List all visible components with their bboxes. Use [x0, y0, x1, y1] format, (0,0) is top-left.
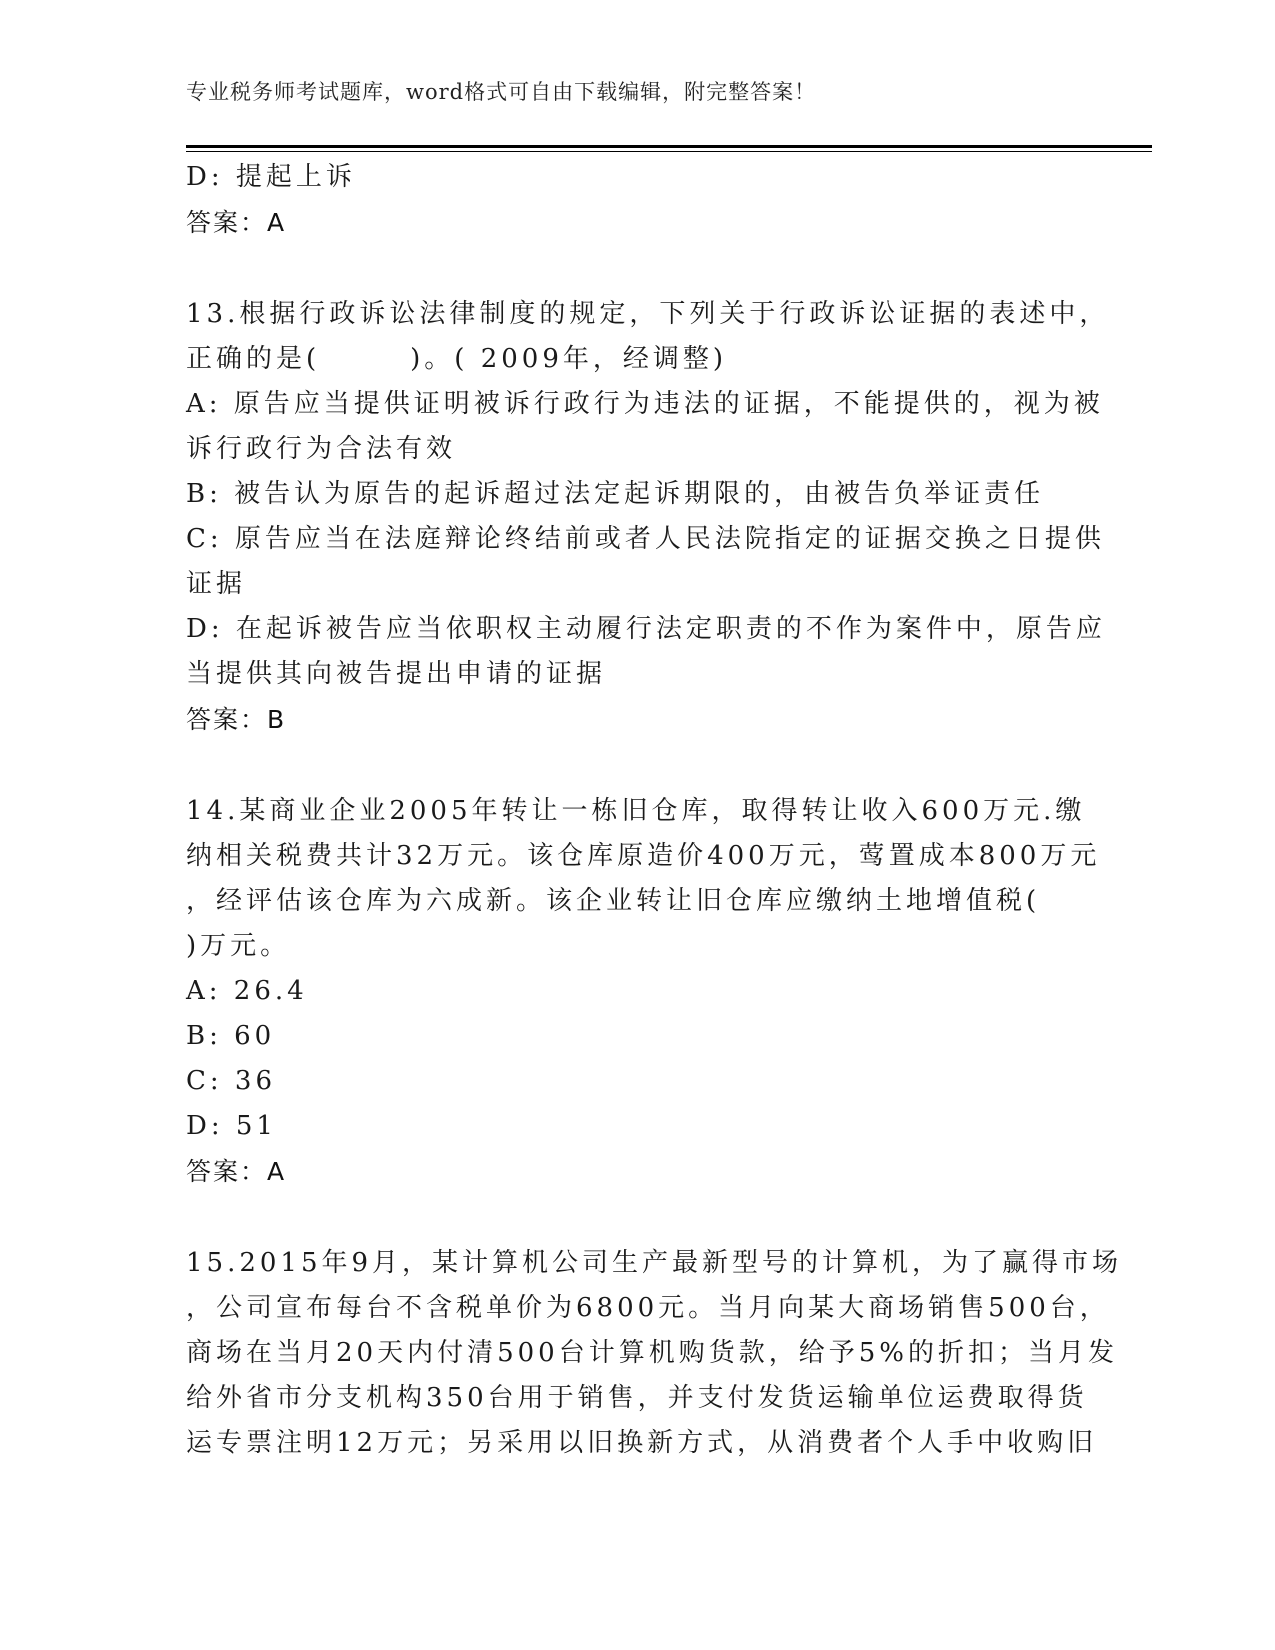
page-header: 专业税务师考试题库，word格式可自由下载编辑，附完整答案！	[186, 80, 817, 104]
q15-stem-line: 15.2015年9月，某计算机公司生产最新型号的计算机，为了赢得市场	[186, 1248, 1123, 1278]
q12-option-d: D: 提起上诉	[186, 162, 356, 192]
q12-answer: 答案：A	[186, 208, 287, 237]
spacer	[186, 245, 1086, 292]
q13-option-a: A: 原告应当提供证明被诉行政行为违法的证据，不能提供的，视为被	[186, 389, 1104, 419]
q13-option-d: D: 在起诉被告应当依职权主动履行法定职责的不作为案件中，原告应	[186, 614, 1106, 644]
q14-option-c: C: 36	[186, 1066, 277, 1096]
q14-option-d: D: 51	[186, 1111, 277, 1141]
header-rule-thin	[186, 151, 1152, 152]
q13-option-a-cont: 诉行政行为合法有效	[186, 434, 457, 464]
q13-option-c-cont: 证据	[186, 569, 247, 599]
q13-answer: 答案：B	[186, 705, 287, 734]
spacer	[186, 742, 1086, 789]
q13-option-d-cont: 当提供其向被告提出申请的证据	[186, 659, 607, 689]
q14-stem-line: 纳相关税费共计32万元。该仓库原造价400万元，莺置成本800万元	[186, 841, 1101, 871]
question-15	[186, 1241, 1123, 1466]
question-14	[186, 789, 1101, 1194]
q13-stem-line: 正确的是( )。( 2009年，经调整)	[186, 344, 728, 374]
q13-option-b: B: 被告认为原告的起诉超过法定起诉期限的，由被告负举证责任	[186, 479, 1045, 509]
q14-option-b: B: 60	[186, 1021, 276, 1051]
spacer	[186, 1194, 1086, 1241]
q15-stem-line: 运专票注明12万元；另采用以旧换新方式，从消费者个人手中收购旧	[186, 1428, 1098, 1458]
q14-option-a: A: 26.4	[186, 976, 308, 1006]
q14-answer: 答案：A	[186, 1157, 287, 1186]
q13-option-c: C: 原告应当在法庭辩论终结前或者人民法院指定的证据交换之日提供	[186, 524, 1105, 554]
q15-stem-line: 商场在当月20天内付清500台计算机购货款，给予5%的折扣；当月发	[186, 1338, 1118, 1368]
question-13	[186, 292, 1110, 742]
q13-stem-line: 13.根据行政诉讼法律制度的规定，下列关于行政诉讼证据的表述中，	[186, 299, 1110, 329]
q15-stem-line: 给外省市分支机构350台用于销售，并支付发货运输单位运费取得货	[186, 1383, 1088, 1413]
q14-stem-line: ，经评估该仓库为六成新。该企业转让旧仓库应缴纳土地增值税(	[186, 886, 1041, 916]
question-12-tail	[186, 155, 1086, 245]
q14-stem-line: )万元。	[186, 931, 291, 961]
header-rule-thick	[186, 145, 1152, 148]
q15-stem-line: ，公司宣布每台不含税单价为6800元。当月向某大商场销售500台，	[186, 1293, 1110, 1323]
q14-stem-line: 14.某商业企业2005年转让一栋旧仓库，取得转让收入600万元.缴	[186, 796, 1086, 826]
document-body	[186, 155, 1123, 1466]
